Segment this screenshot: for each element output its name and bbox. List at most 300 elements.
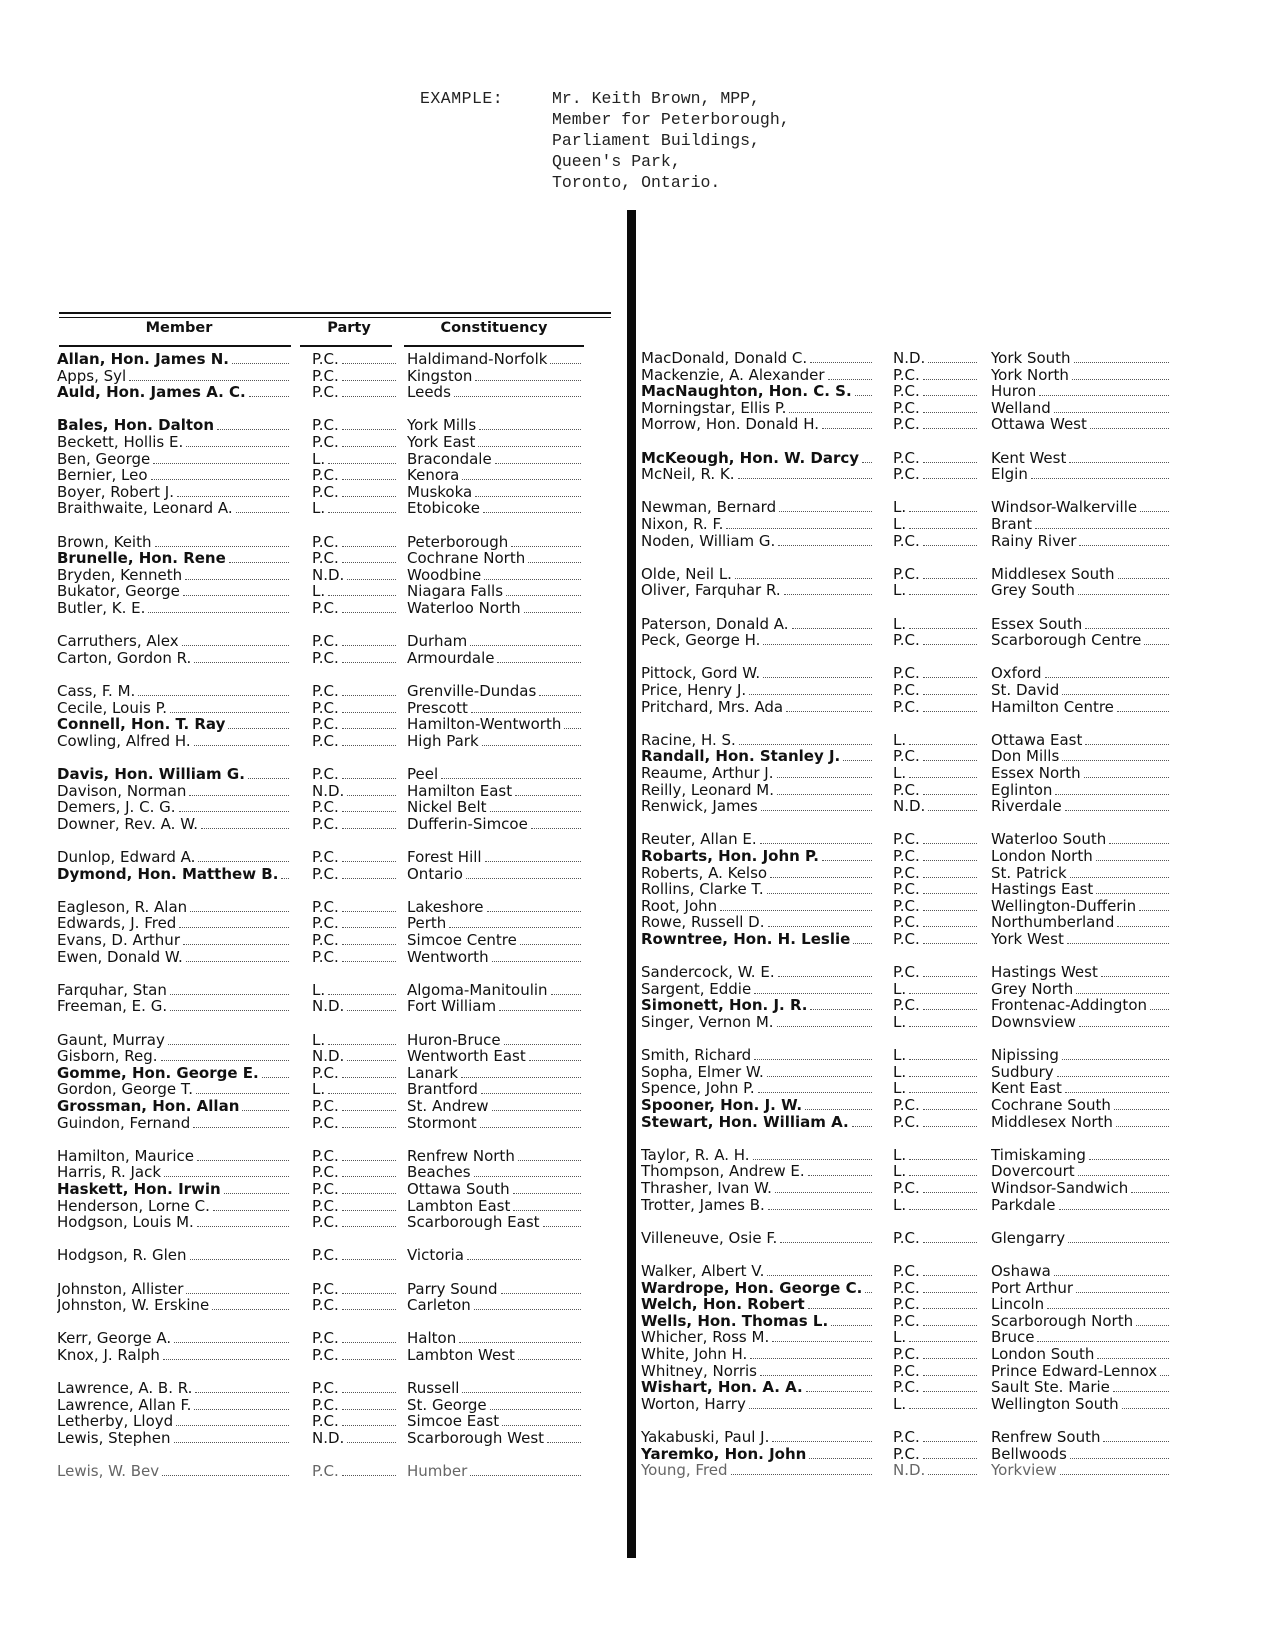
member-party: L. bbox=[893, 765, 907, 782]
member-constituency: York West bbox=[991, 931, 1064, 948]
member-constituency-cell bbox=[991, 1180, 1169, 1197]
member-constituency-cell bbox=[991, 1363, 1169, 1380]
dot-leader bbox=[909, 732, 977, 745]
member-constituency: Forest Hill bbox=[407, 849, 482, 866]
member-party: P.C. bbox=[893, 1429, 920, 1446]
member-name: Gisborn, Reg. bbox=[57, 1048, 158, 1065]
dot-leader bbox=[767, 1263, 872, 1276]
member-name: Reilly, Leonard M. bbox=[641, 782, 774, 799]
member-row bbox=[0, 682, 1275, 699]
dot-leader bbox=[1122, 1396, 1169, 1409]
member-party-cell bbox=[893, 1064, 977, 1081]
member-party-cell bbox=[893, 848, 977, 865]
member-row bbox=[0, 367, 1275, 384]
member-name: Wardrope, Hon. George C. bbox=[641, 1280, 863, 1297]
example-address-line: Member for Peterborough, bbox=[552, 110, 790, 129]
member-constituency-cell bbox=[991, 516, 1169, 533]
member-party: P.C. bbox=[893, 383, 920, 400]
member-name: Simonett, Hon. J. R. bbox=[641, 997, 808, 1014]
dot-leader bbox=[754, 1047, 872, 1060]
member-party: P.C. bbox=[312, 417, 339, 434]
member-constituency: Russell bbox=[407, 1380, 460, 1397]
member-row bbox=[0, 1163, 1275, 1180]
member-name: Gaunt, Murray bbox=[57, 1032, 165, 1049]
member-party: P.C. bbox=[312, 484, 339, 501]
member-constituency-cell bbox=[991, 1396, 1169, 1413]
member-constituency: Beaches bbox=[407, 1164, 471, 1181]
member-party-cell bbox=[893, 1147, 977, 1164]
member-party: N.D. bbox=[312, 998, 345, 1015]
member-name: Rowntree, Hon. H. Leslie bbox=[641, 931, 851, 948]
dot-leader bbox=[789, 400, 872, 413]
member-row bbox=[0, 1329, 1275, 1346]
member-constituency-cell bbox=[991, 665, 1169, 682]
dot-leader bbox=[923, 748, 977, 761]
member-name: Cecile, Louis P. bbox=[57, 700, 168, 717]
dot-leader bbox=[1068, 1230, 1169, 1243]
dot-leader bbox=[909, 1047, 977, 1060]
member-name-cell bbox=[641, 1296, 872, 1313]
member-party: P.C. bbox=[312, 1065, 339, 1082]
member-row bbox=[0, 732, 1275, 749]
member-row bbox=[0, 1363, 1275, 1380]
dot-leader bbox=[750, 1346, 872, 1359]
dot-leader bbox=[754, 981, 872, 994]
dot-leader bbox=[778, 533, 872, 546]
member-party: P.C. bbox=[312, 467, 339, 484]
member-name: Downer, Rev. A. W. bbox=[57, 816, 199, 833]
member-constituency-cell bbox=[407, 716, 581, 733]
dot-leader bbox=[177, 484, 289, 497]
member-constituency: Simcoe Centre bbox=[407, 932, 517, 949]
member-constituency: Lambton East bbox=[407, 1198, 511, 1215]
dot-leader bbox=[201, 816, 289, 829]
member-name: Butler, K. E. bbox=[57, 600, 146, 617]
member-name: Trotter, James B. bbox=[641, 1197, 765, 1214]
member-constituency: High Park bbox=[407, 733, 479, 750]
dot-leader bbox=[749, 1396, 872, 1409]
dot-leader bbox=[1078, 582, 1169, 595]
dot-leader bbox=[1057, 1064, 1169, 1077]
member-name-cell bbox=[641, 831, 872, 848]
member-row bbox=[0, 1379, 1275, 1396]
member-constituency: Glengarry bbox=[991, 1230, 1066, 1247]
member-constituency: Sudbury bbox=[991, 1064, 1054, 1081]
dot-leader bbox=[531, 816, 581, 829]
member-name: Lewis, W. Bev bbox=[57, 1463, 160, 1480]
member-name: MacDonald, Donald C. bbox=[641, 350, 808, 367]
member-name: Bernier, Leo bbox=[57, 467, 148, 484]
dot-leader bbox=[194, 650, 289, 663]
dot-leader bbox=[1062, 748, 1169, 761]
member-party-cell bbox=[893, 665, 977, 682]
member-name-cell bbox=[641, 1080, 872, 1097]
dot-leader bbox=[928, 798, 977, 811]
dot-leader bbox=[753, 1147, 872, 1160]
member-row bbox=[0, 1097, 1275, 1114]
dot-leader bbox=[810, 997, 872, 1010]
member-constituency-cell bbox=[991, 1014, 1169, 1031]
member-party: P.C. bbox=[893, 1296, 920, 1313]
member-constituency-cell bbox=[991, 1047, 1169, 1064]
member-constituency: Dufferin-Simcoe bbox=[407, 816, 528, 833]
member-constituency-cell bbox=[991, 914, 1169, 931]
dot-leader bbox=[342, 600, 396, 613]
member-party: P.C. bbox=[312, 1164, 339, 1181]
member-name: Lewis, Stephen bbox=[57, 1430, 171, 1447]
member-name-cell bbox=[641, 881, 872, 898]
member-constituency: Don Mills bbox=[991, 748, 1060, 765]
member-constituency-cell bbox=[991, 848, 1169, 865]
member-row bbox=[0, 600, 1275, 617]
member-constituency: Brant bbox=[991, 516, 1033, 533]
member-party-cell bbox=[312, 716, 396, 733]
dot-leader bbox=[1078, 1163, 1169, 1176]
member-row bbox=[0, 1180, 1275, 1197]
dot-leader bbox=[731, 1462, 872, 1475]
member-constituency: St. George bbox=[407, 1397, 487, 1414]
member-party: P.C. bbox=[893, 1180, 920, 1197]
member-party: P.C. bbox=[893, 898, 920, 915]
member-party-cell bbox=[893, 383, 977, 400]
member-name-cell bbox=[641, 1047, 872, 1064]
member-constituency-cell bbox=[991, 1263, 1169, 1280]
member-name: Whicher, Ross M. bbox=[641, 1329, 770, 1346]
dot-leader bbox=[786, 699, 872, 712]
dot-leader bbox=[1118, 566, 1169, 579]
member-constituency-cell bbox=[991, 616, 1169, 633]
member-constituency: Lincoln bbox=[991, 1296, 1045, 1313]
member-name: McNeil, R. K. bbox=[641, 466, 735, 483]
dot-leader bbox=[909, 499, 977, 512]
dot-leader bbox=[1047, 1296, 1169, 1309]
member-party: P.C. bbox=[312, 534, 339, 551]
dot-leader bbox=[1117, 699, 1169, 712]
member-name: Lawrence, A. B. R. bbox=[57, 1380, 193, 1397]
member-party: L. bbox=[893, 1064, 907, 1081]
member-party: P.C. bbox=[312, 949, 339, 966]
member-constituency: Armourdale bbox=[407, 650, 495, 667]
member-name-cell bbox=[641, 1429, 872, 1446]
member-name-cell bbox=[641, 798, 872, 815]
dot-leader bbox=[1045, 665, 1169, 678]
member-name: Grossman, Hon. Allan bbox=[57, 1098, 240, 1115]
member-party: P.C. bbox=[312, 633, 339, 650]
member-name: Beckett, Hollis E. bbox=[57, 434, 184, 451]
dot-leader bbox=[772, 1429, 872, 1442]
member-party: P.C. bbox=[893, 1230, 920, 1247]
member-party: P.C. bbox=[893, 400, 920, 417]
member-name: Henderson, Lorne C. bbox=[57, 1198, 210, 1215]
dot-leader bbox=[1031, 466, 1169, 479]
member-name: Thompson, Andrew E. bbox=[641, 1163, 805, 1180]
member-name: Rowe, Russell D. bbox=[641, 914, 765, 931]
member-constituency: Scarborough Centre bbox=[991, 632, 1142, 649]
dot-leader bbox=[792, 616, 872, 629]
dot-leader bbox=[1070, 1446, 1169, 1459]
member-constituency: Algoma-Manitoulin bbox=[407, 982, 548, 999]
member-name-cell bbox=[641, 748, 872, 765]
member-party: P.C. bbox=[312, 1181, 339, 1198]
member-name-cell bbox=[641, 1263, 872, 1280]
member-name-cell bbox=[641, 416, 872, 433]
member-party: P.C. bbox=[312, 650, 339, 667]
member-constituency-cell bbox=[991, 765, 1169, 782]
member-constituency: Lanark bbox=[407, 1065, 459, 1082]
member-party-cell bbox=[893, 765, 977, 782]
dot-leader bbox=[862, 450, 872, 463]
member-party: P.C. bbox=[893, 632, 920, 649]
member-constituency-cell bbox=[991, 1230, 1169, 1247]
dot-leader bbox=[777, 765, 872, 778]
dot-leader bbox=[768, 914, 873, 927]
member-name: Johnston, W. Erskine bbox=[57, 1297, 210, 1314]
member-name: Auld, Hon. James A. C. bbox=[57, 384, 246, 401]
dot-leader bbox=[909, 1147, 977, 1160]
member-name: Davis, Hon. William G. bbox=[57, 766, 245, 783]
dot-leader bbox=[923, 1313, 977, 1326]
member-constituency-cell bbox=[991, 350, 1169, 367]
member-name: Demers, J. C. G. bbox=[57, 799, 176, 816]
member-constituency: Hastings East bbox=[991, 881, 1094, 898]
member-name-cell bbox=[641, 632, 872, 649]
member-name: Gomme, Hon. George E. bbox=[57, 1065, 259, 1082]
dot-leader bbox=[865, 1280, 872, 1293]
dot-leader bbox=[923, 466, 977, 479]
member-constituency: Hamilton Centre bbox=[991, 699, 1114, 716]
member-party-cell bbox=[893, 1080, 977, 1097]
member-name: Yakabuski, Paul J. bbox=[641, 1429, 770, 1446]
dot-leader bbox=[909, 1329, 977, 1342]
member-constituency: Downsview bbox=[991, 1014, 1076, 1031]
member-constituency: Leeds bbox=[407, 384, 451, 401]
member-name-cell bbox=[641, 383, 872, 400]
member-name-cell bbox=[57, 550, 289, 567]
member-name: Sandercock, W. E. bbox=[641, 964, 775, 981]
member-name-cell bbox=[641, 350, 872, 367]
member-constituency: St. David bbox=[991, 682, 1060, 699]
dot-leader bbox=[923, 1346, 977, 1359]
member-name-cell bbox=[641, 1396, 872, 1413]
member-row bbox=[0, 914, 1275, 931]
member-party-cell bbox=[893, 682, 977, 699]
member-name: Apps, Syl bbox=[57, 368, 127, 385]
dot-leader bbox=[478, 434, 581, 447]
member-name-cell bbox=[641, 533, 872, 550]
member-name-cell bbox=[641, 367, 872, 384]
dot-leader bbox=[1084, 765, 1169, 778]
member-party: P.C. bbox=[312, 849, 339, 866]
member-party: L. bbox=[893, 1396, 907, 1413]
dot-leader bbox=[909, 516, 977, 529]
member-row bbox=[0, 831, 1275, 848]
member-party: L. bbox=[893, 1080, 907, 1097]
member-party-cell bbox=[893, 699, 977, 716]
member-constituency-cell bbox=[991, 632, 1169, 649]
dot-leader bbox=[1150, 997, 1169, 1010]
member-constituency: Windsor-Sandwich bbox=[991, 1180, 1129, 1197]
member-name-cell bbox=[641, 865, 872, 882]
dot-leader bbox=[1089, 1147, 1169, 1160]
dot-leader bbox=[923, 1296, 977, 1309]
dot-leader bbox=[1096, 848, 1169, 861]
member-constituency-cell bbox=[991, 798, 1169, 815]
member-name: White, John H. bbox=[641, 1346, 748, 1363]
example-address-line: Queen's Park, bbox=[552, 152, 681, 171]
member-constituency: Cochrane North bbox=[407, 550, 526, 567]
dot-leader bbox=[1140, 499, 1169, 512]
table-top-rule-thin bbox=[59, 317, 611, 318]
member-constituency: Oxford bbox=[991, 665, 1042, 682]
member-party-cell bbox=[893, 798, 977, 815]
member-name: Connell, Hon. T. Ray bbox=[57, 716, 226, 733]
member-name-cell bbox=[641, 499, 872, 516]
member-party: P.C. bbox=[312, 700, 339, 717]
dot-leader bbox=[1035, 516, 1169, 529]
dot-leader bbox=[923, 1280, 977, 1293]
member-name: Ewen, Donald W. bbox=[57, 949, 183, 966]
member-party-cell bbox=[893, 1163, 977, 1180]
member-party: P.C. bbox=[312, 384, 339, 401]
dot-leader bbox=[923, 964, 977, 977]
member-name-cell bbox=[641, 582, 872, 599]
member-row bbox=[0, 665, 1275, 682]
dot-leader bbox=[342, 1214, 396, 1227]
member-row bbox=[0, 400, 1275, 417]
member-constituency: Halton bbox=[407, 1330, 457, 1347]
member-row bbox=[0, 881, 1275, 898]
member-constituency: Prince Edward-Lennox bbox=[991, 1363, 1158, 1380]
dot-leader bbox=[475, 484, 581, 497]
dot-leader bbox=[504, 1032, 581, 1045]
member-name: Hodgson, R. Glen bbox=[57, 1247, 187, 1264]
member-name-cell bbox=[641, 699, 872, 716]
member-party: P.C. bbox=[893, 1097, 920, 1114]
member-constituency: Lambton West bbox=[407, 1347, 515, 1364]
dot-leader bbox=[1079, 1014, 1169, 1027]
member-party-cell bbox=[893, 1296, 977, 1313]
member-name: Worton, Harry bbox=[641, 1396, 746, 1413]
member-row bbox=[0, 1247, 1275, 1264]
member-party-cell bbox=[893, 566, 977, 583]
member-constituency: Eglinton bbox=[991, 782, 1053, 799]
member-constituency-cell bbox=[991, 1462, 1169, 1479]
member-name-cell bbox=[641, 1346, 872, 1363]
member-row bbox=[0, 582, 1275, 599]
member-constituency-cell bbox=[991, 1313, 1169, 1330]
member-name: Harris, R. Jack bbox=[57, 1164, 162, 1181]
member-row bbox=[0, 1197, 1275, 1214]
member-constituency-cell bbox=[407, 1214, 581, 1231]
member-constituency: Rainy River bbox=[991, 533, 1077, 550]
member-name: Mackenzie, A. Alexander bbox=[641, 367, 825, 384]
dot-leader bbox=[928, 1462, 977, 1475]
member-name: Carton, Gordon R. bbox=[57, 650, 192, 667]
member-constituency-cell bbox=[991, 732, 1169, 749]
member-constituency-cell bbox=[991, 566, 1169, 583]
member-name: Randall, Hon. Stanley J. bbox=[641, 748, 841, 765]
member-row bbox=[0, 1346, 1275, 1363]
member-party-cell bbox=[893, 1329, 977, 1346]
member-constituency: York South bbox=[991, 350, 1071, 367]
member-party: L. bbox=[893, 516, 907, 533]
member-name: Knox, J. Ralph bbox=[57, 1347, 160, 1364]
member-constituency-cell bbox=[991, 782, 1169, 799]
member-party-cell bbox=[893, 367, 977, 384]
member-party: P.C. bbox=[312, 434, 339, 451]
header-member-underline bbox=[59, 345, 291, 347]
member-constituency: Wellington South bbox=[991, 1396, 1119, 1413]
dot-leader bbox=[229, 550, 289, 563]
member-constituency-cell bbox=[991, 997, 1169, 1014]
member-row bbox=[0, 383, 1275, 400]
dot-leader bbox=[923, 400, 977, 413]
member-name: Reuter, Allan E. bbox=[641, 831, 757, 848]
example-address-line: Parliament Buildings, bbox=[552, 131, 760, 150]
dot-leader bbox=[342, 716, 396, 729]
member-party: N.D. bbox=[893, 350, 926, 367]
member-name: Davison, Norman bbox=[57, 783, 187, 800]
dot-leader bbox=[780, 1230, 872, 1243]
member-constituency-cell bbox=[991, 1080, 1169, 1097]
dot-leader bbox=[761, 798, 872, 811]
member-name-cell bbox=[641, 1114, 872, 1131]
member-constituency-cell bbox=[991, 1147, 1169, 1164]
example-address-line: Toronto, Ontario. bbox=[552, 173, 721, 192]
member-row bbox=[0, 1214, 1275, 1231]
dot-leader bbox=[923, 914, 977, 927]
dot-leader bbox=[1090, 416, 1169, 429]
member-name: MacNaughton, Hon. C. S. bbox=[641, 383, 852, 400]
member-name-cell bbox=[641, 732, 872, 749]
member-name: Brown, Keith bbox=[57, 534, 152, 551]
member-party-cell bbox=[893, 466, 977, 483]
dot-leader bbox=[809, 1446, 872, 1459]
member-name-cell bbox=[641, 981, 872, 998]
member-party: P.C. bbox=[312, 1148, 339, 1165]
member-constituency-cell bbox=[991, 367, 1169, 384]
member-party-cell bbox=[893, 1363, 977, 1380]
dot-leader bbox=[176, 1413, 289, 1426]
member-name: Price, Henry J. bbox=[641, 682, 747, 699]
member-name: Cowling, Alfred H. bbox=[57, 733, 191, 750]
dot-leader bbox=[784, 582, 872, 595]
example-label: EXAMPLE: bbox=[420, 89, 504, 108]
dot-leader bbox=[909, 1396, 977, 1409]
member-name: Cass, F. M. bbox=[57, 683, 136, 700]
member-party: L. bbox=[312, 583, 326, 600]
member-name: McKeough, Hon. W. Darcy bbox=[641, 450, 860, 467]
member-party: L. bbox=[312, 451, 326, 468]
member-constituency-cell bbox=[991, 898, 1169, 915]
member-party-cell bbox=[893, 997, 977, 1014]
member-constituency: Huron-Bruce bbox=[407, 1032, 501, 1049]
member-constituency: Scarborough North bbox=[991, 1313, 1134, 1330]
dot-leader bbox=[923, 1379, 977, 1392]
member-name: Morrow, Hon. Donald H. bbox=[641, 416, 820, 433]
member-party-cell bbox=[893, 1180, 977, 1197]
member-row bbox=[0, 1014, 1275, 1031]
example-address-line: Mr. Keith Brown, MPP, bbox=[552, 89, 760, 108]
member-constituency-cell bbox=[991, 831, 1169, 848]
dot-leader bbox=[328, 1032, 396, 1045]
member-party: P.C. bbox=[893, 881, 920, 898]
member-constituency: Ontario bbox=[407, 866, 463, 883]
member-constituency: Waterloo North bbox=[407, 600, 521, 617]
member-constituency: Yorkview bbox=[991, 1462, 1057, 1479]
member-party-cell bbox=[312, 550, 396, 567]
member-constituency: Frontenac-Addington bbox=[991, 997, 1147, 1014]
